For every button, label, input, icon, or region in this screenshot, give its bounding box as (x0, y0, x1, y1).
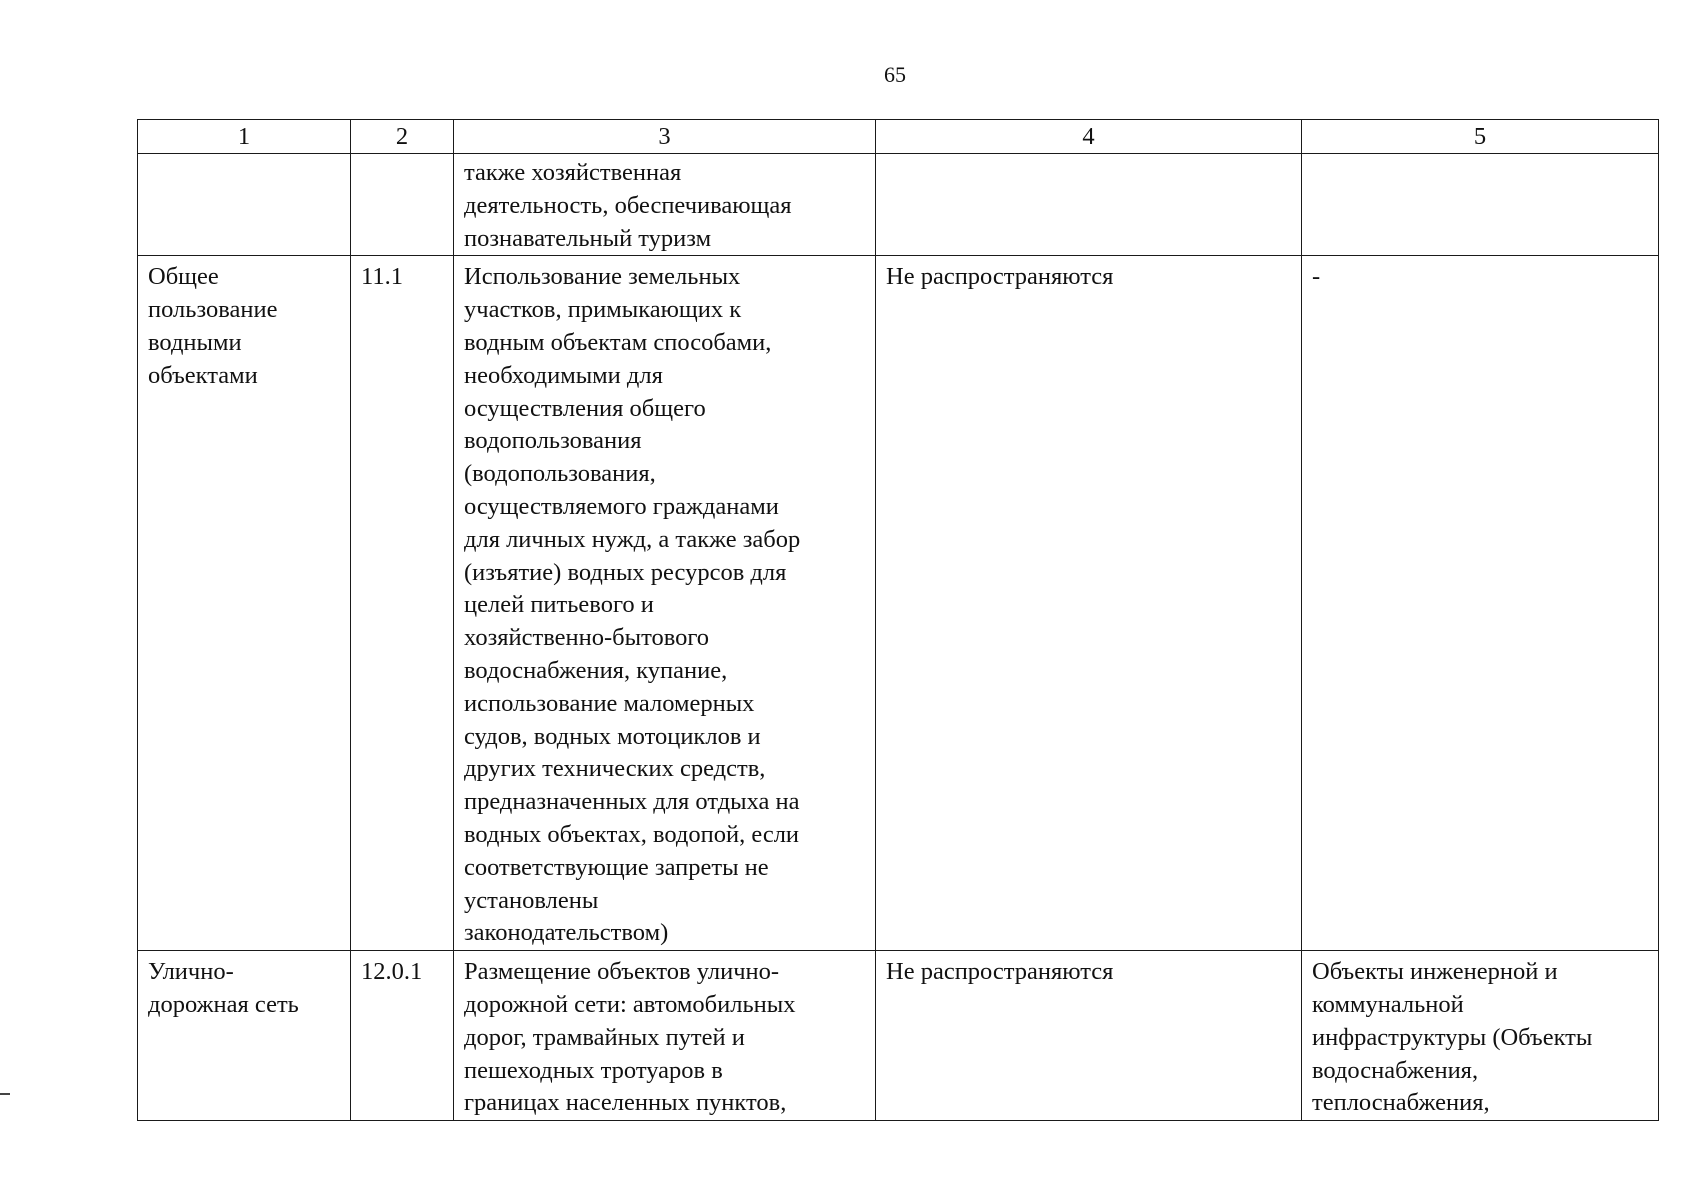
text-line: пешеходных тротуаров в (464, 1056, 723, 1084)
row-code-cell: 12.0.1 (351, 951, 454, 1121)
row-description-cell (454, 256, 876, 951)
text-line: дорог, трамвайных путей и (464, 1023, 745, 1051)
text-line: необходимыми для (464, 361, 663, 389)
text-line: для личных нужд, а также забор (464, 525, 801, 553)
row-code-cell: 11.1 (351, 256, 454, 951)
text-line: водопользования (464, 427, 642, 455)
text-line: деятельность, обеспечивающая (464, 191, 792, 219)
text-line: использование маломерных (464, 689, 755, 717)
text-line: других технических средств, (464, 755, 766, 783)
text-line: объектами (148, 361, 258, 389)
row-description-cell (454, 951, 876, 1121)
row-restrictions-cell (876, 951, 1302, 1121)
text-line: водными (148, 328, 242, 356)
text-line: (водопользования, (464, 460, 656, 488)
header-cell-5: 5 (1302, 120, 1659, 154)
text-line: судов, водных мотоциклов и (464, 722, 761, 750)
text-line: - (1312, 263, 1321, 291)
text-line: предназначенных для отдыха на (464, 788, 800, 816)
row-name-cell (138, 951, 351, 1121)
text-line: Объекты инженерной и (1312, 958, 1558, 986)
text-line: законодательством) (464, 919, 669, 947)
text-line: Улично- (148, 958, 234, 986)
text-line: границах населенных пунктов, (464, 1089, 787, 1117)
text-line: водным объектам способами, (464, 328, 772, 356)
row-code-cell (351, 154, 454, 256)
text-line: Размещение объектов улично- (464, 958, 780, 986)
table-row-continuation (138, 154, 1659, 256)
text-line: осуществления общего (464, 394, 706, 422)
text-line: Общее (148, 263, 219, 291)
text-line: водоснабжения, (1312, 1056, 1479, 1084)
table-row-street-network (138, 951, 1659, 1121)
row-auxiliary-cell (1302, 154, 1659, 256)
text-line: участков, примыкающих к (464, 296, 742, 324)
text-line: осуществляемого гражданами (464, 492, 779, 520)
row-description-cell (454, 154, 876, 256)
page-number: 65 (884, 62, 906, 87)
text-line: коммунальной (1312, 990, 1464, 1018)
row-restrictions-cell (876, 256, 1302, 951)
text-line: соответствующие запреты не (464, 853, 769, 881)
scan-edge-mark (0, 1093, 10, 1095)
text-line: Не распространяются (886, 958, 1114, 986)
header-cell-3: 3 (454, 120, 876, 154)
text-line: познавательный туризм (464, 224, 712, 252)
text-line: Не распространяются (886, 263, 1114, 291)
regulations-table (137, 119, 1659, 1121)
row-auxiliary-cell (1302, 256, 1659, 951)
text-line: хозяйственно-бытового (464, 624, 710, 652)
text-line: пользование (148, 296, 278, 324)
text-line: целей питьевого и (464, 591, 654, 619)
header-cell-4: 4 (876, 120, 1302, 154)
header-cell-2: 2 (351, 120, 454, 154)
table-header-row (138, 120, 1659, 154)
text-line: теплоснабжения, (1312, 1089, 1490, 1117)
row-name-cell (138, 256, 351, 951)
text-line: (изъятие) водных ресурсов для (464, 558, 787, 586)
text-line: также хозяйственная (464, 159, 682, 186)
table-row-water-use (138, 256, 1659, 951)
header-cell-1: 1 (138, 120, 351, 154)
row-name-cell (138, 154, 351, 256)
text-line: дорожная сеть (148, 990, 299, 1018)
text-line: установлены (464, 886, 599, 914)
row-restrictions-cell (876, 154, 1302, 256)
text-line: водоснабжения, купание, (464, 656, 728, 684)
text-line: инфраструктуры (Объекты (1312, 1023, 1593, 1051)
row-auxiliary-cell (1302, 951, 1659, 1121)
text-line: дорожной сети: автомобильных (464, 990, 796, 1018)
text-line: Использование земельных (464, 263, 741, 291)
text-line: водных объектах, водопой, если (464, 820, 800, 848)
